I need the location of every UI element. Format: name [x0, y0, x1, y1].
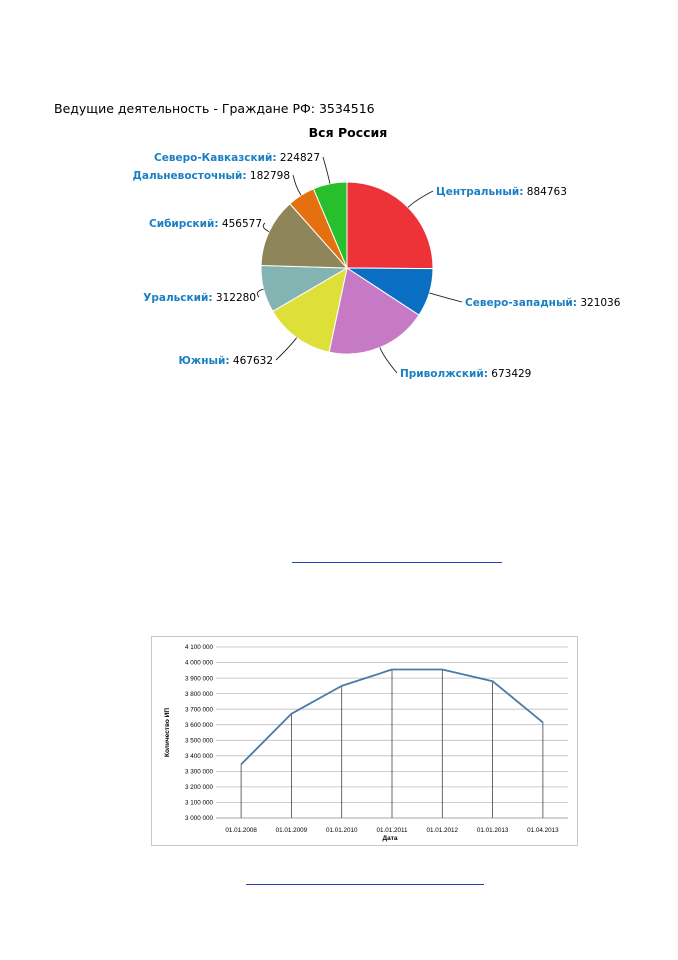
- leader-line-4: [276, 338, 297, 360]
- slice-name: Приволжский:: [400, 368, 488, 380]
- pie-slice-1: [347, 182, 433, 269]
- slice-name: Северо-западный:: [465, 297, 577, 309]
- y-tick-label: 3 800 000: [184, 690, 213, 698]
- x-tick-label: 01.01.2008: [225, 827, 257, 834]
- slice-label-4: [178, 355, 273, 367]
- slice-label-7: [133, 170, 290, 182]
- pie-chart-title: Вся Россия: [308, 125, 388, 140]
- slice-value: 224827: [276, 152, 320, 164]
- slice-value: 182798: [246, 170, 290, 182]
- y-tick-label: 3 700 000: [184, 706, 213, 714]
- x-tick-label: 01.01.2013: [476, 827, 509, 834]
- slice-label-6: [149, 218, 262, 230]
- x-tick-label: 01.01.2012: [426, 827, 459, 834]
- leader-line-3: [380, 348, 397, 374]
- slice-value: 884763: [523, 186, 567, 198]
- y-tick-label: 3 500 000: [184, 737, 213, 745]
- x-tick-label: 01.04.2013: [527, 827, 559, 834]
- leader-line-1: [408, 191, 433, 207]
- slice-label-8: [154, 152, 320, 164]
- slice-value: 467632: [229, 355, 273, 367]
- y-tick-label: 3 200 000: [184, 784, 213, 792]
- y-axis-ticks: [185, 644, 214, 822]
- slice-label-3: [400, 368, 531, 380]
- slice-value: 312280: [212, 292, 256, 304]
- leader-line-5: [257, 289, 263, 297]
- y-tick-label: 4 100 000: [184, 644, 213, 652]
- x-tick-label: 01.01.2011: [376, 827, 408, 834]
- pie-slices: [261, 182, 433, 354]
- leader-line-6: [263, 223, 269, 232]
- x-axis-ticks: [225, 827, 559, 834]
- leader-line-2: [429, 293, 462, 302]
- slice-name: Уральский:: [143, 292, 213, 304]
- x-tick-label: 01.01.2009: [275, 827, 308, 834]
- y-tick-label: 3 600 000: [184, 721, 213, 729]
- slice-name: Южный:: [178, 355, 230, 367]
- slice-label-2: [465, 297, 621, 309]
- y-tick-label: 3 300 000: [184, 768, 213, 776]
- y-tick-label: 3 100 000: [184, 799, 213, 807]
- slice-label-5: [143, 292, 256, 304]
- slice-value: 673429: [487, 368, 532, 380]
- y-tick-label: 3 000 000: [184, 815, 213, 823]
- y-tick-label: 3 900 000: [184, 675, 213, 683]
- slice-name: Дальневосточный:: [132, 170, 247, 182]
- link-underline: [292, 562, 502, 563]
- slice-label-1: [436, 186, 567, 198]
- y-tick-label: 3 400 000: [184, 753, 213, 760]
- leader-line-8: [323, 157, 330, 184]
- y-tick-label: 4 000 000: [184, 659, 213, 667]
- slice-name: Центральный:: [436, 186, 524, 198]
- line-chart: [151, 636, 577, 846]
- link-underline: [246, 884, 484, 885]
- slice-name: Сибирский:: [149, 218, 219, 230]
- leader-line-7: [293, 175, 301, 195]
- page-heading: Ведущие деятельность - Граждане РФ: 3534516: [54, 101, 375, 116]
- x-tick-label: 01.01.2010: [325, 827, 358, 834]
- slice-name: Северо-Кавказский:: [154, 152, 277, 164]
- x-axis-label: Дата: [382, 835, 398, 842]
- y-axis-label: Количество ИП: [164, 707, 171, 758]
- drop-lines: [241, 670, 543, 819]
- slice-value: 456577: [218, 218, 262, 230]
- slice-value: 321036: [577, 297, 621, 309]
- pie-chart: [0, 120, 678, 390]
